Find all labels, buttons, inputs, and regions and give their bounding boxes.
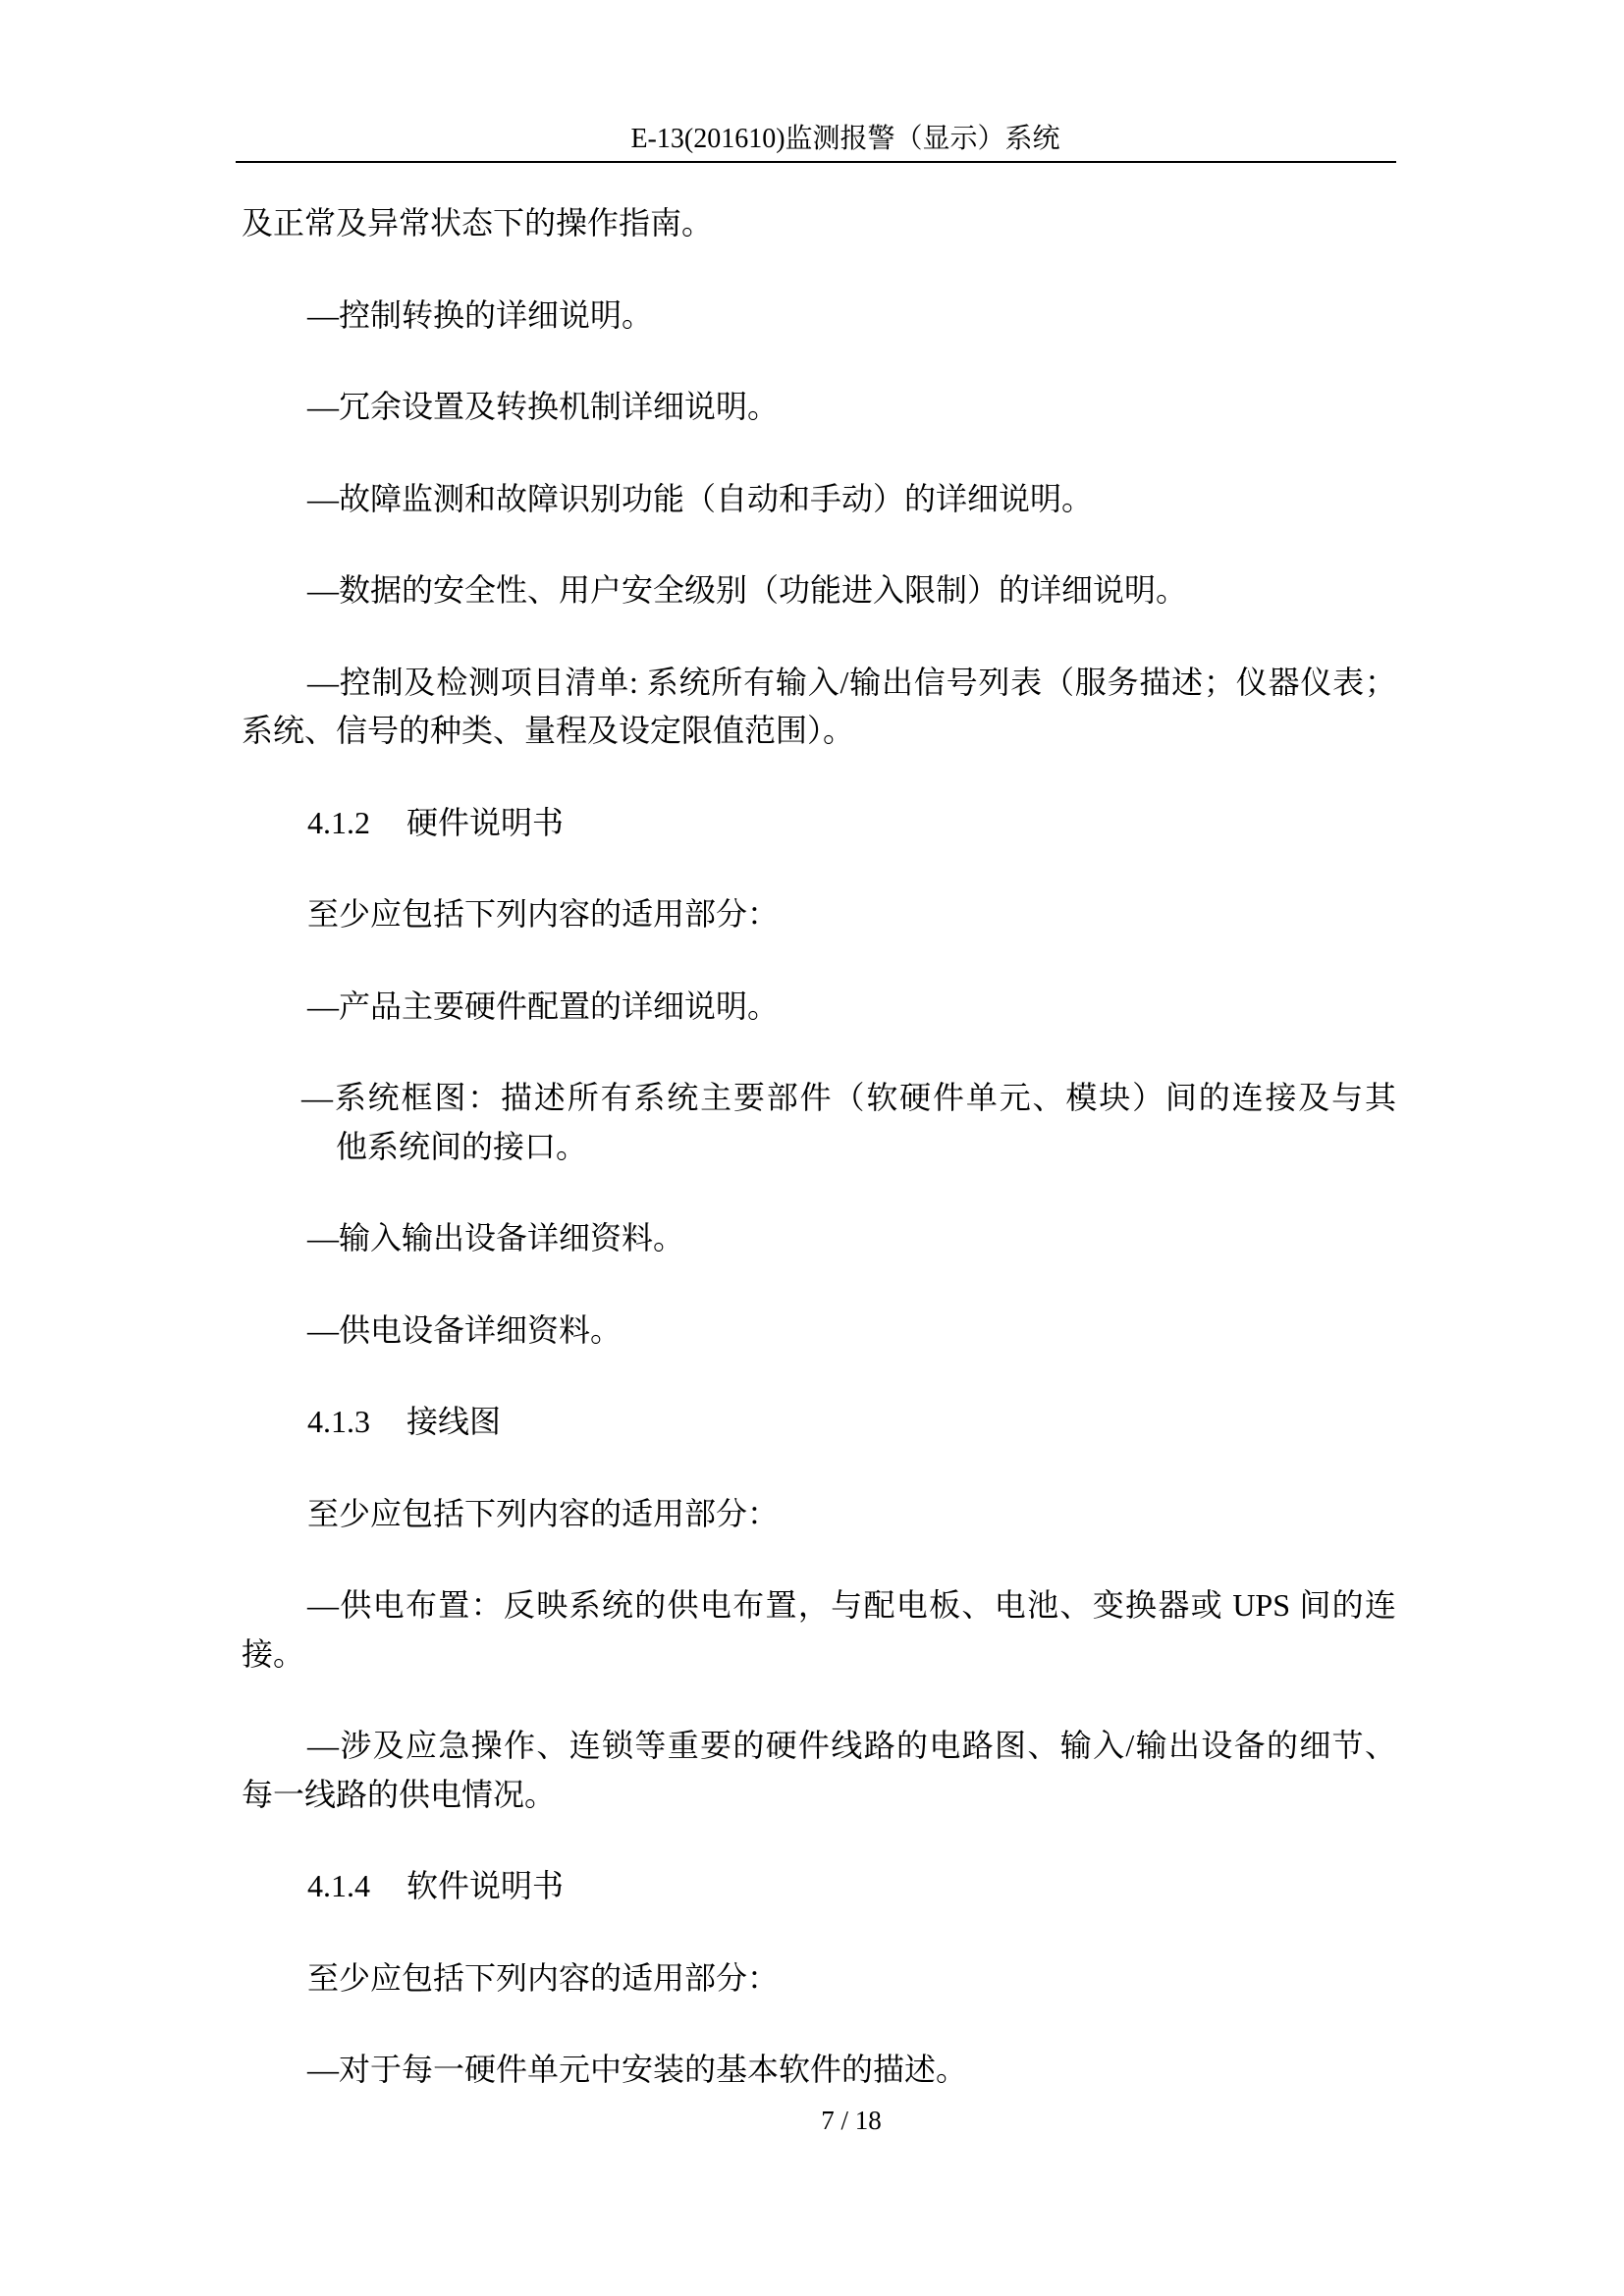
section-title: 软件说明书 [406,1868,565,1903]
section-heading [242,1862,1396,1911]
running-header-title: E-13(201610)监测报警（显示）系统 [630,124,1060,154]
heading-line [242,1398,1396,1447]
list-item [242,475,1396,524]
list-item [242,1722,1396,1819]
text-line: —供电布置：反映系统的供电布置，与配电板、电池、变换器或 UPS 间的连 [307,1587,1396,1623]
section-heading [242,799,1396,848]
list-item [242,1074,1396,1171]
section-number: 4.1.3 [307,1404,370,1439]
text-line: 至少应包括下列内容的适用部分： [307,1495,780,1531]
text-line: 及正常及异常状态下的操作指南。 [242,205,714,240]
heading-line [242,799,1396,848]
text-line: —系统框图：描述所有系统主要部件（软硬件单元、模块）间的连接及与其 [301,1080,1396,1115]
text-line: —冗余设置及转换机制详细说明。 [307,389,780,424]
lead-paragraph [242,1954,1396,2003]
text-line: —对于每一硬件单元中安装的基本软件的描述。 [307,2052,968,2087]
text-line: —控制及检测项目清单: 系统所有输入/输出信号列表（服务描述；仪器仪表； [307,664,1396,700]
text-line: 接。 [242,1635,305,1672]
list-item [242,1581,1396,1679]
text-line: —控制转换的详细说明。 [307,296,654,333]
continuation-paragraph [242,199,1396,248]
text-line: —数据的安全性、用户安全级别（功能进入限制）的详细说明。 [307,572,1188,608]
text-line: 至少应包括下列内容的适用部分： [307,896,780,932]
text-line: 他系统间的接口。 [336,1128,588,1164]
text-line: 至少应包括下列内容的适用部分： [307,1959,780,1996]
text-line: —供电设备详细资料。 [307,1311,623,1348]
list-item [242,1214,1396,1263]
section-number: 4.1.4 [307,1868,370,1903]
heading-line [242,1862,1396,1911]
text-line: —故障监测和故障识别功能（自动和手动）的详细说明。 [307,480,1094,516]
text-line: —输入输出设备详细资料。 [307,1220,685,1255]
list-item [242,983,1396,1032]
header-rule [236,161,1396,163]
list-item [242,1307,1396,1356]
document-body [242,199,1396,2138]
text-line: —涉及应急操作、连锁等重要的硬件线路的电路图、输入/输出设备的细节、 [307,1728,1396,1763]
list-item [242,383,1396,432]
section-number: 4.1.2 [307,804,370,840]
list-item [242,566,1396,615]
lead-paragraph [242,890,1396,939]
page-number: 7 / 18 [821,2106,882,2135]
section-title: 接线图 [406,1404,502,1439]
list-item [242,292,1396,341]
list-item [242,659,1396,756]
section-heading [242,1398,1396,1447]
text-line: 系统、信号的种类、量程及设定限值范围）。 [242,713,855,748]
lead-paragraph [242,1490,1396,1539]
text-line: 每一线路的供电情况。 [242,1776,557,1812]
section-title: 硬件说明书 [406,804,565,840]
text-line: —产品主要硬件配置的详细说明。 [307,988,780,1024]
list-item [242,2046,1396,2095]
